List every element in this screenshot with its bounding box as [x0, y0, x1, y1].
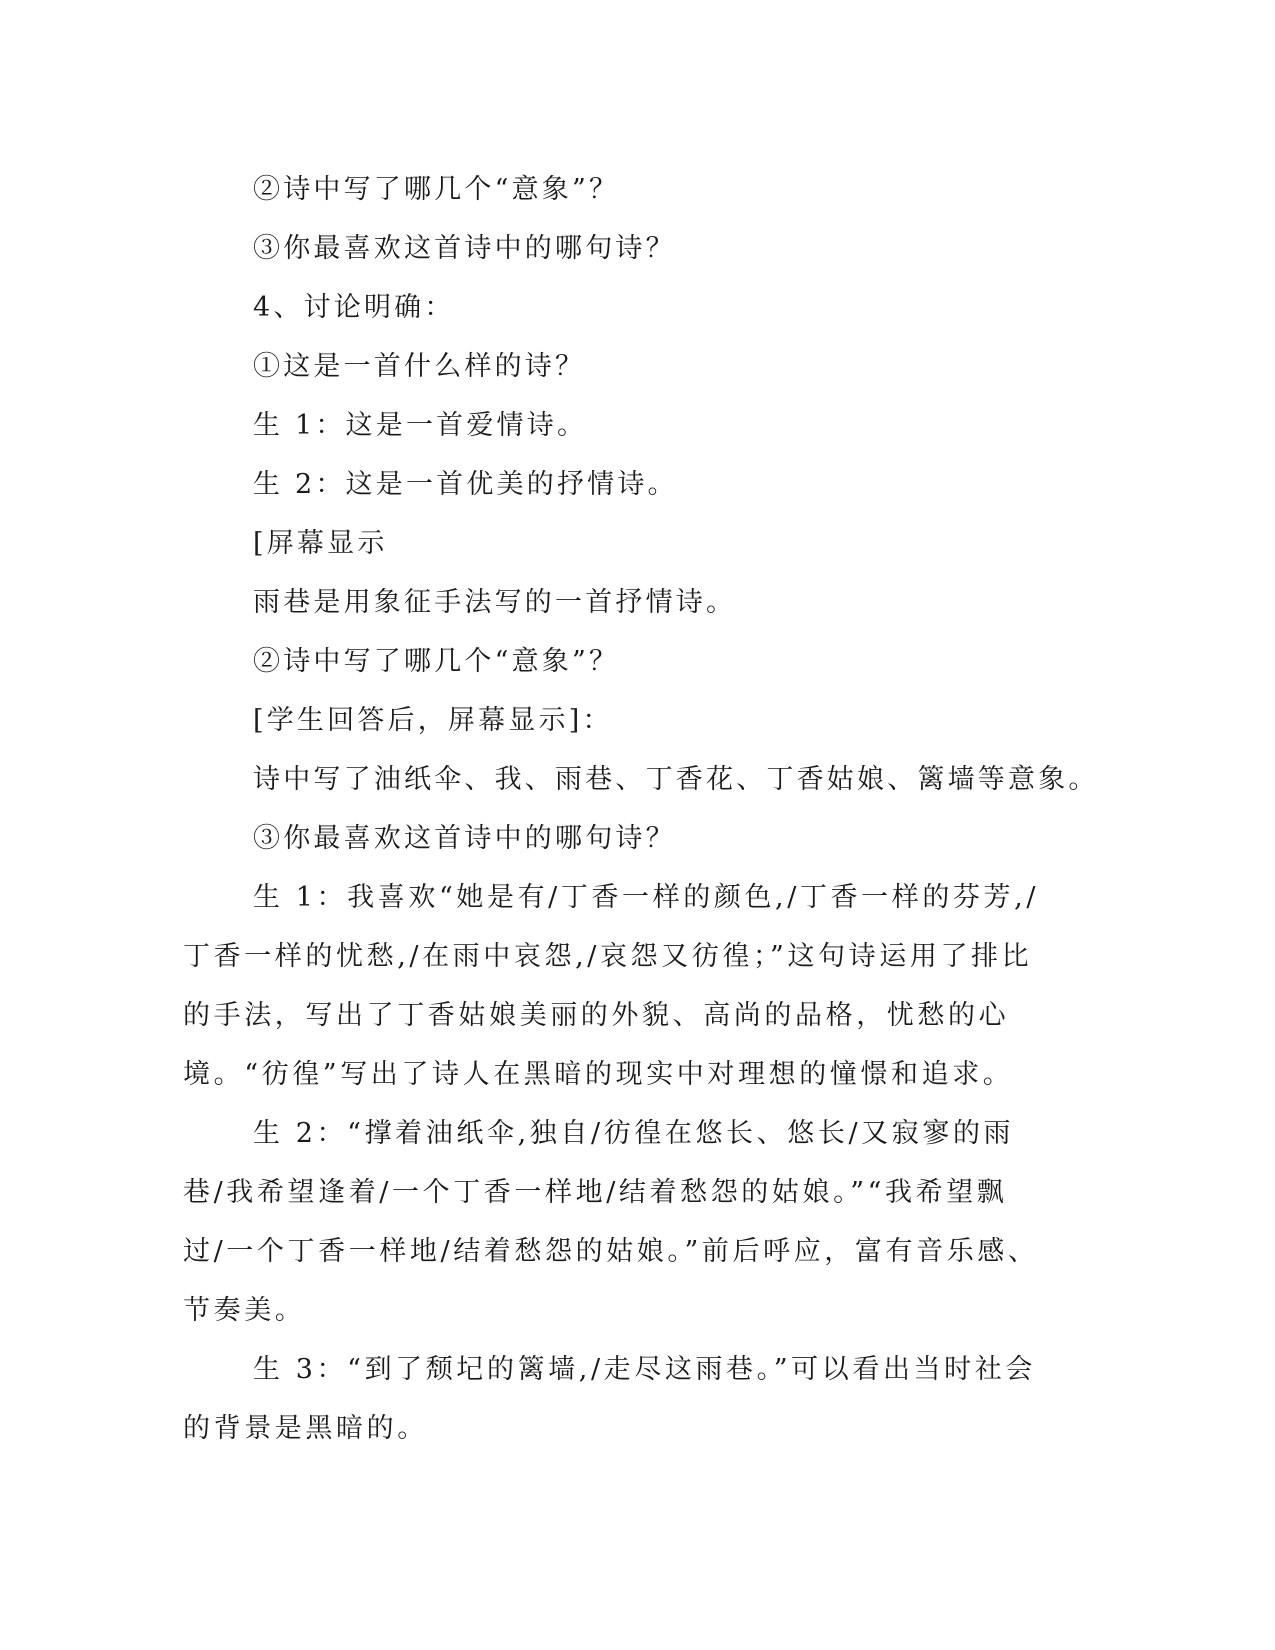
student-3-answer: 生 3：“到了颓圮的篱墙,/走尽这雨巷。”可以看出当时社会的背景是黑暗的。 [183, 1354, 1036, 1444]
question-3-repeat: ③你最喜欢这首诗中的哪句诗？ [253, 823, 676, 854]
screen-display-note: [屏幕显示 [253, 528, 388, 559]
student-2-answer-a: 生 2：这是一首优美的抒情诗。 [253, 469, 678, 500]
question-2: ②诗中写了哪几个“意象”？ [253, 174, 620, 205]
screen-display-text: 雨巷是用象征手法写的一首抒情诗。 [253, 587, 737, 618]
question-1-repeat: ①这是一首什么样的诗？ [253, 351, 586, 382]
question-3: ③你最喜欢这首诗中的哪句诗？ [253, 233, 676, 264]
student-1-answer-b: 生 1：我喜欢“她是有/丁香一样的颜色,/丁香一样的芬芳,/丁香一样的忧愁,/在雨中哀怨,/哀怨又彷徨；”这句诗运用了排比的手法，写出了丁香姑娘美丽的外貌、高尚的品格，忧愁的心境。“彷徨”写出了诗人在黑暗的现实中对理想的憧憬和追求。 [183, 882, 1040, 1090]
question-2-repeat: ②诗中写了哪几个“意象”？ [253, 646, 620, 677]
screen-display-note-2: [学生回答后，屏幕显示]： [253, 705, 613, 736]
student-1-answer-a: 生 1：这是一首爱情诗。 [253, 410, 588, 441]
discussion-heading: 4、讨论明确： [253, 292, 455, 323]
student-2-answer-b: 生 2：“撑着油纸伞,独自/彷徨在悠长、悠长/又寂寥的雨巷/我希望逢着/一个丁香一样地/结着愁怨的姑娘。”“我希望飘过/一个丁香一样地/结着愁怨的姑娘。”前后呼应，富有音乐感、节奏美。 [183, 1118, 1039, 1326]
imagery-list: 诗中写了油纸伞、我、雨巷、丁香花、丁香姑娘、篱墙等意象。 [253, 764, 1099, 795]
document-body [183, 160, 1099, 1458]
